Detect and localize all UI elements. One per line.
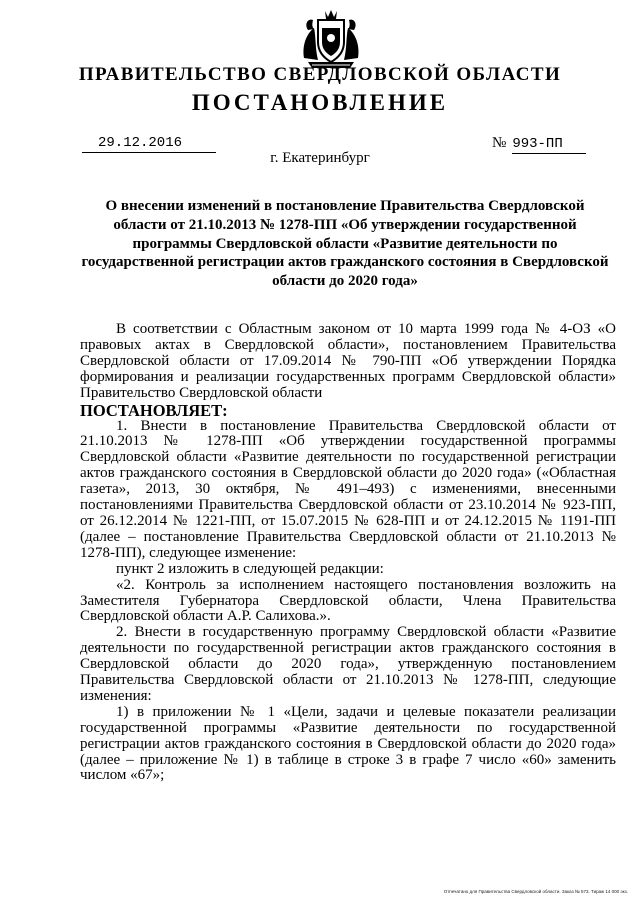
paragraph: 1. Внести в постановление Правительства Свердловской области от 21.10.2013 № 1278-ПП «Об утверждении государственной программы Свердловской области «Развитие деятельности по государственной регистрации актов гражданского состояния в Свердловской области до 2020 года» («Областная газета», 2013, 30 октября, № 491–493) с изменениями, внесенными постановлениями Правительства Свердловской области от 23.10.2014 № 923-ПП, от 26.12.2014 № 1221-ПП, от 15.07.2015 № 628-ПП и от 24.12.2015 № 1191-ПП (далее – постановление Правительства Свердловской области от 21.10.2013 № 1278-ПП), следующее изменение:: [80, 417, 616, 561]
number-value: 993-ПП: [512, 135, 586, 154]
coat-of-arms-icon: [298, 8, 364, 70]
paragraph: 1) в приложении № 1 «Цели, задачи и целевые показатели реализации государственной программы «Развитие деятельности по государственной регистрации актов гражданского состояния в Свердловской области до 2020 года» (далее – приложение № 1) в таблице в строке 3 в графе 7 число «60» заменить числом «67»;: [80, 703, 616, 784]
document-type: ПОСТАНОВЛЕНИЕ: [191, 90, 449, 115]
resolves-heading: ПОСТАНОВЛЯЕТ:: [80, 400, 228, 420]
city: г. Екатеринбург: [270, 150, 370, 166]
document-body: [80, 322, 616, 784]
government-name: ПРАВИТЕЛЬСТВО СВЕРДЛОВСКОЙ ОБЛАСТИ: [78, 64, 562, 85]
document-date: 29.12.2016: [82, 134, 216, 153]
document-title: О внесении изменений в постановление Правительства Свердловской области от 21.10.2013 № 1278-ПП «Об утверждении государственной программы Свердловской области «Развитие деятельности по государственной регистрации актов гражданского состояния в Свердловской области до 2020 года»: [81, 198, 609, 290]
paragraph: пункт 2 изложить в следующей редакции:: [116, 560, 384, 577]
paragraph: 2. Внести в государственную программу Свердловской области «Развитие деятельности по государственной регистрации актов гражданского состояния в Свердловской области до 2020 года», утвержденную постановлением Правительства Свердловской области от 21.10.2013 № 1278-ПП, следующие изменения:: [80, 624, 616, 704]
paragraph: «2. Контроль за исполнением настоящего постановления возложить на Заместителя Губернатора Свердловской области, Члена Правительства Свердловской области А.Р. Салихова.».: [80, 576, 616, 625]
preamble: В соответствии с Областным законом от 10 марта 1999 года № 4-ОЗ «О правовых актах в Свердловской области», постановлением Правительства Свердловской области от 17.09.2014 № 790-ПП «Об утверждении Порядка формирования и реализации государственных программ Свердловской области» Правительство Свердловской области: [80, 321, 616, 401]
print-footer: Отпечатано для Правительства Свердловской области. Заказ № 573. Тираж 14 000 экз.: [443, 889, 628, 894]
number-label: №: [492, 135, 507, 151]
